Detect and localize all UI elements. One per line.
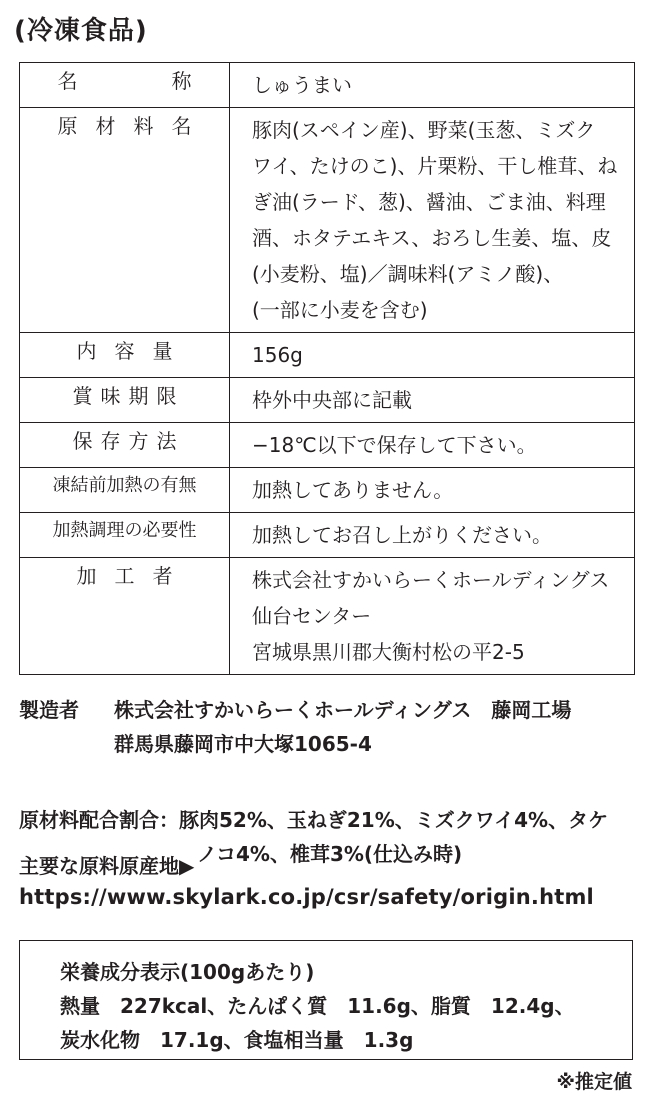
table-row	[20, 423, 635, 468]
table-row	[20, 63, 635, 108]
row-key: 原材料名	[20, 108, 230, 333]
row-value: 枠外中央部に記載	[230, 378, 635, 423]
row-value: 156g	[230, 333, 635, 378]
row-value: 株式会社すかいらーくホールディングス 仙台センター 宮城県黒川郡大衡村松の平2-5	[230, 558, 635, 675]
row-value: −18℃以下で保存して下さい。	[230, 423, 635, 468]
origin-label: 主要な原料原産地▶	[19, 854, 195, 878]
ratio-line-1: 原材料配合割合：豚肉52%、玉ねぎ21%、ミズクワイ4%、タケ	[19, 808, 609, 832]
row-value: しゅうまい	[230, 63, 635, 108]
row-key: 内容量	[20, 333, 230, 378]
row-key: 名 称	[20, 63, 230, 108]
page-title: (冷凍食品)	[14, 16, 148, 46]
row-value: 加熱してありません。	[230, 468, 635, 513]
row-value: 豚肉(スペイン産)、野菜(玉葱、ミズク ワイ、たけのこ)、片栗粉、干し椎茸、ね ぎ油(ラード、葱)、醤油、ごま油、料理 酒、ホタテエキス、おろし生姜、塩、皮 (小麦粉、塩)／調味料(アミノ酸)、 (一部に小麦を含む)	[230, 108, 635, 333]
row-key: 加熱調理の必要性	[20, 513, 230, 558]
maker-label: 製造者	[19, 698, 79, 722]
estimate-note: ※推定値	[556, 1071, 632, 1093]
table-row	[20, 558, 635, 675]
table-row	[20, 108, 635, 333]
row-key: 保存方法	[20, 423, 230, 468]
product-label-table	[19, 62, 635, 675]
row-key: 加工者	[20, 558, 230, 675]
maker-value: 株式会社すかいらーくホールディングス 藤岡工場 群馬県藤岡市中大塚1065-4	[114, 698, 572, 756]
table-row	[20, 513, 635, 558]
origin-url: https://www.skylark.co.jp/csr/safety/origin.html	[19, 885, 594, 909]
table-row	[20, 468, 635, 513]
row-value: 加熱してお召し上がりください。	[230, 513, 635, 558]
row-key: 凍結前加熱の有無	[20, 468, 230, 513]
row-key: 賞味期限	[20, 378, 230, 423]
table-row	[20, 378, 635, 423]
ratio-line-2: ノコ4%、椎茸3%(仕込み時)	[197, 842, 463, 866]
table-row	[20, 333, 635, 378]
nutrition-box: 栄養成分表示(100gあたり) 熱量 227kcal、たんぱく質 11.6g、脂質 12.4g、 炭水化物 17.1g、食塩相当量 1.3g	[19, 940, 633, 1060]
